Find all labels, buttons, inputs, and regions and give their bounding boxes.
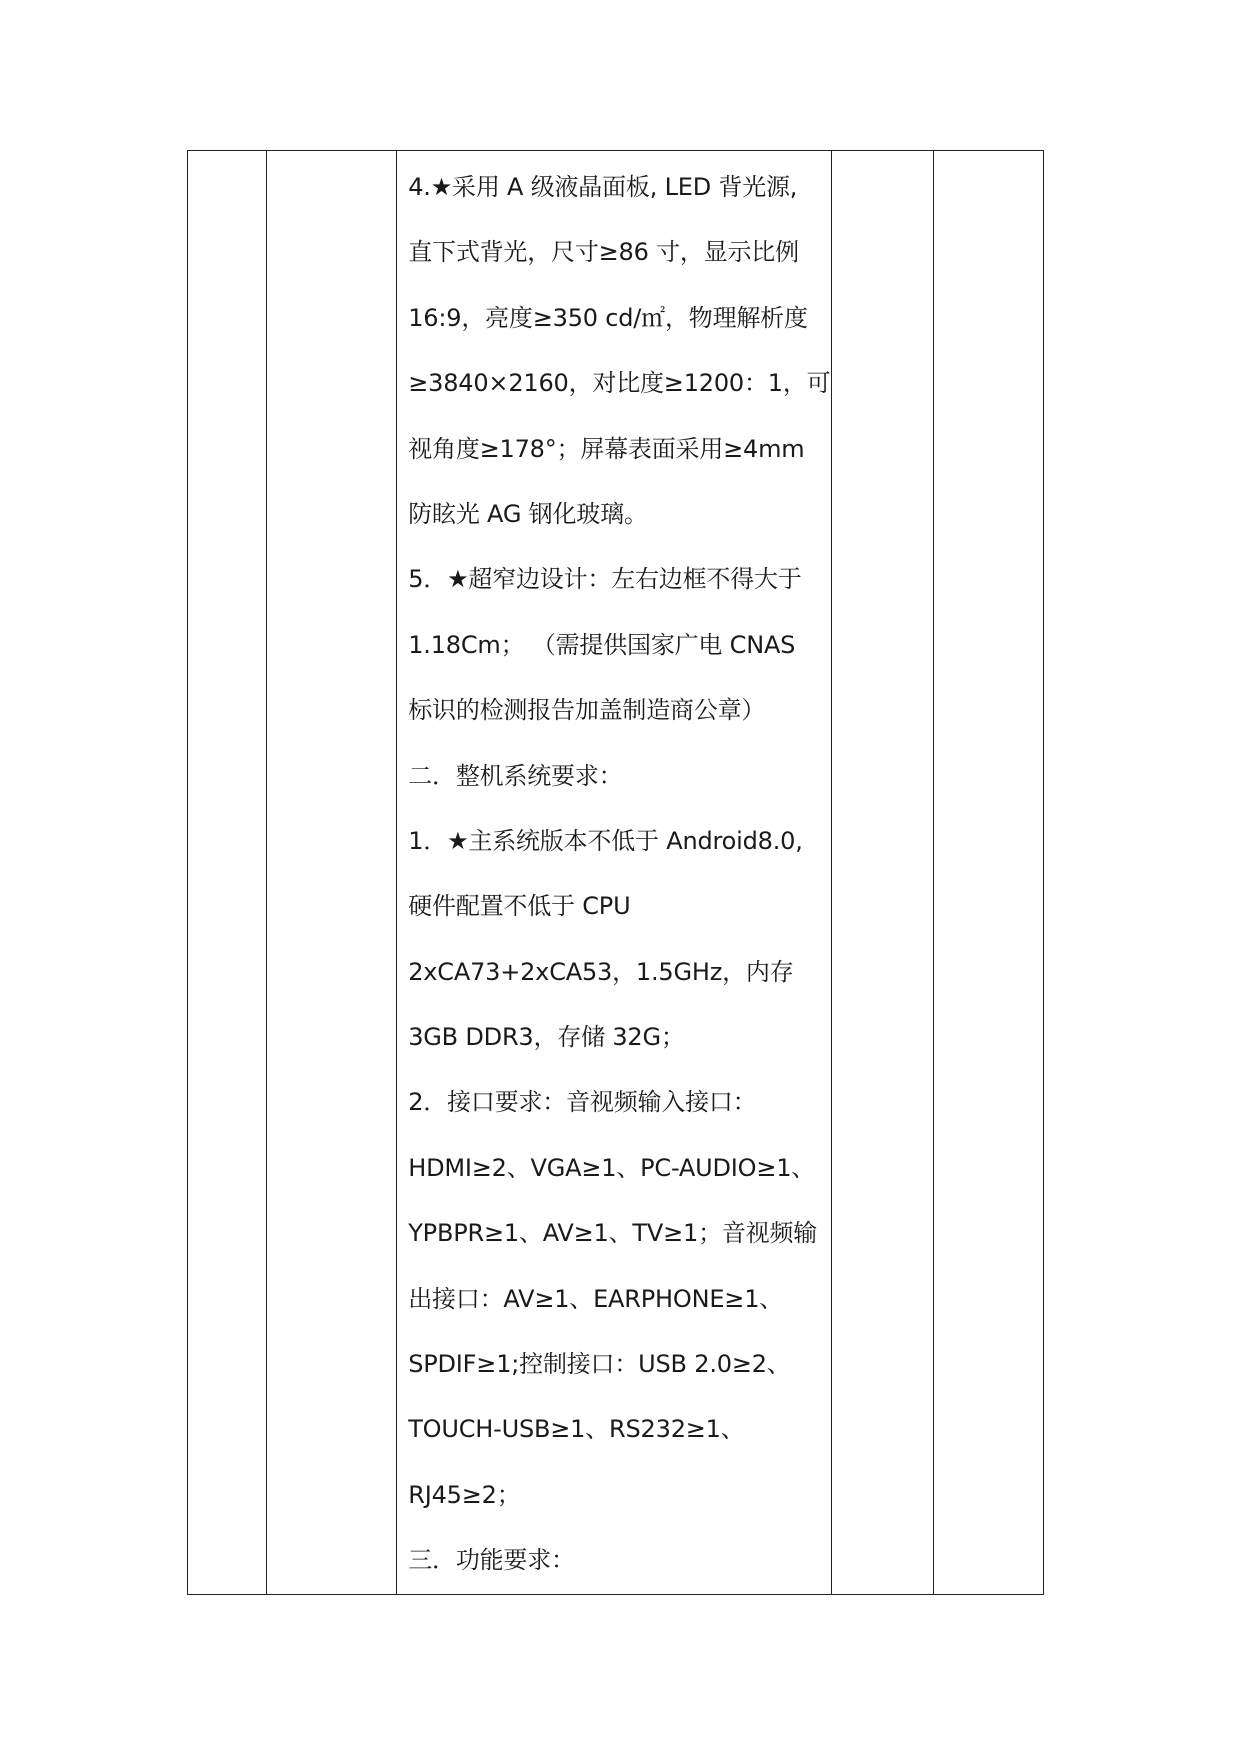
spec-line: 标识的检测报告加盖制造商公章） [408,696,766,725]
item-name-cell [267,151,397,1595]
spec-line: 视角度≥178°；屏幕表面采用≥4mm [408,434,805,463]
spec-line: 三．功能要求： [408,1546,575,1575]
spec-line: TOUCH-USB≥1、RS232≥1、 [408,1415,745,1444]
spec-line: RJ45≥2； [408,1480,521,1509]
index-cell [188,151,267,1595]
spec-line: HDMI≥2、VGA≥1、PC-AUDIO≥1、 [408,1153,816,1182]
spec-line: 二．整机系统要求： [408,761,623,790]
table-row [188,151,1044,1595]
spec-line: 1.18Cm； （需提供国家广电 CNAS [408,630,796,659]
spec-line: 5．★超窄边设计：左右边框不得大于 [408,565,802,594]
spec-line: ≥3840×2160，对比度≥1200：1，可 [408,369,831,398]
spec-table [187,150,1044,1595]
spec-line: 直下式背光，尺寸≥86 寸，显示比例 [408,238,799,267]
spec-line: 出接口：AV≥1、EARPHONE≥1、 [408,1284,784,1313]
remark-cell [933,151,1043,1595]
spec-line: 硬件配置不低于 CPU [408,892,631,921]
spec-line: 2xCA73+2xCA53，1.5GHz，内存 [408,957,794,986]
spec-line: 3GB DDR3，存储 32G； [408,1023,685,1052]
spec-line: YPBPR≥1、AV≥1、TV≥1；音视频输 [408,1219,818,1248]
spec-line: SPDIF≥1;控制接口：USB 2.0≥2、 [408,1350,791,1379]
spec-line: 16:9，亮度≥350 cd/㎡，物理解析度 [408,303,808,332]
spec-lines [408,155,831,1594]
spec-line: 1．★主系统版本不低于 Android8.0, [408,826,803,855]
spec-line: 4.★采用 A 级液晶面板, LED 背光源, [408,173,798,201]
spec-cell [397,151,832,1595]
spec-line: 防眩光 AG 钢化玻璃。 [408,499,648,528]
spec-line: 2．接口要求：音视频输入接口： [408,1088,757,1117]
quantity-cell [831,151,933,1595]
